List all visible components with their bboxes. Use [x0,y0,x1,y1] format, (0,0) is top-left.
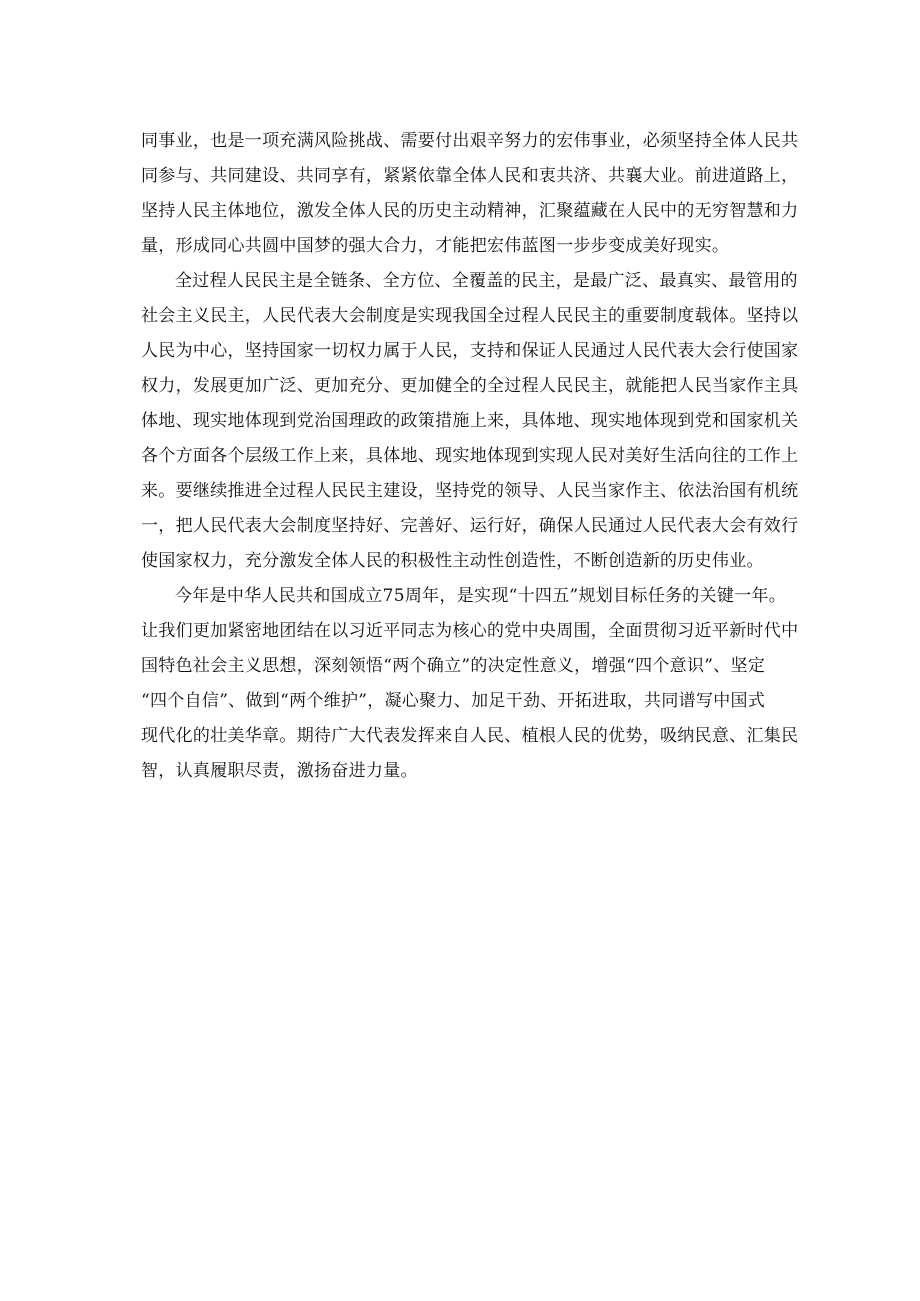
paragraph-line: “四个自信”、做到“两个维护”，凝心聚力、加足干劲、开拓进取，共同谱写中国式 [141,691,766,711]
paragraph-line: 同事业，也是一项充满风险挑战、需要付出艰辛努力的宏伟事业，必须坚持全体人民共 [141,131,799,151]
paragraph-line: 国特色社会主义思想，深刻领悟“两个确立”的决定性意义，增强“四个意识”、坚定 [141,656,766,676]
paragraph-line: 人民为中心，坚持国家一切权力属于人民，支持和保证人民通过人民代表大会行使国家 [141,341,799,361]
paragraph-2 [141,264,799,579]
paragraph-line: 智，认真履职尽责，激扬奋进力量。 [141,761,418,781]
paragraph-line: 体地、现实地体现到党治国理政的政策措施上来，具体地、现实地体现到党和国家机关 [141,411,799,431]
paragraph-line: 社会主义民主，人民代表大会制度是实现我国全过程人民民主的重要制度载体。坚持以 [141,306,799,326]
paragraph-line: 使国家权力，充分激发全体人民的积极性主动性创造性，不断创造新的历史伟业。 [141,551,764,571]
paragraph-line: 量，形成同心共圆中国梦的强大合力，才能把宏伟蓝图一步步变成美好现实。 [141,236,730,256]
paragraph-line: 让我们更加紧密地团结在以习近平同志为核心的党中央周围，全面贯彻习近平新时代中 [141,621,799,641]
paragraph-1 [141,124,799,264]
paragraph-line: 一，把人民代表大会制度坚持好、完善好、运行好，确保人民通过人民代表大会有效行 [141,516,799,536]
paragraph-3 [141,579,799,789]
paragraph-line: 全过程人民民主是全链条、全方位、全覆盖的民主，是最广泛、最真实、最管用的 [175,271,798,291]
paragraph-line: 各个方面各个层级工作上来，具体地、现实地体现到实现人民对美好生活向往的工作上 [141,446,799,466]
paragraph-line: 同参与、共同建设、共同享有，紧紧依靠全体人民和衷共济、共襄大业。前进道路上， [141,166,799,186]
document-page [141,124,799,789]
paragraph-line: 来。要继续推进全过程人民民主建设，坚持党的领导、人民当家作主、依法治国有机统 [141,481,799,501]
paragraph-line: 现代化的壮美华章。期待广大代表发挥来自人民、植根人民的优势，吸纳民意、汇集民 [141,726,799,746]
paragraph-line: 权力，发展更加广泛、更加充分、更加健全的全过程人民民主，就能把人民当家作主具 [141,376,799,396]
paragraph-line: 今年是中华人民共和国成立75周年，是实现“十四五”规划目标任务的关键一年。 [175,586,787,606]
paragraph-line: 坚持人民主体地位，激发全体人民的历史主动精神，汇聚蕴藏在人民中的无穷智慧和力 [141,201,799,221]
